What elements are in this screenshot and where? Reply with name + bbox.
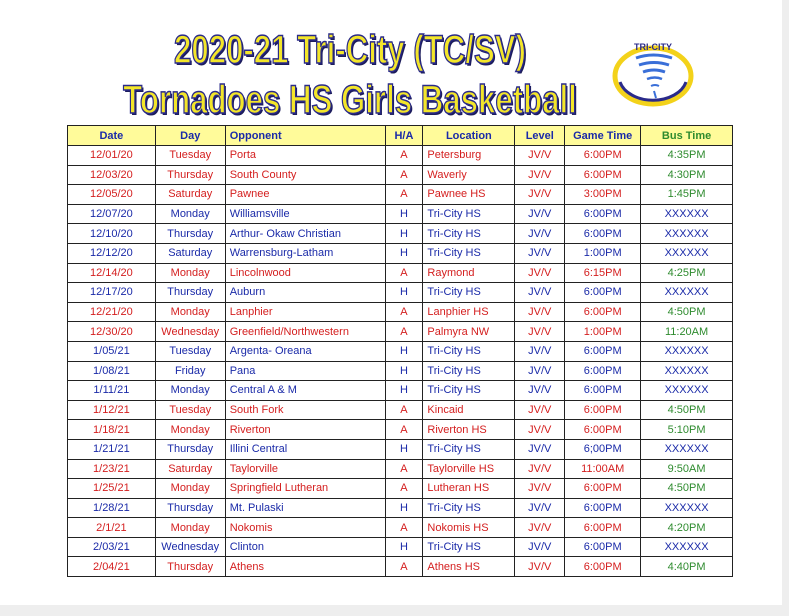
cell-location: Nokomis HS xyxy=(423,518,515,538)
column-header: H/A xyxy=(385,126,423,146)
cell-date: 1/11/21 xyxy=(68,381,156,401)
cell-location: Lutheran HS xyxy=(423,479,515,499)
cell-day: Thursday xyxy=(155,165,225,185)
cell-location: Palmyra NW xyxy=(423,322,515,342)
column-header: Bus Time xyxy=(641,126,733,146)
cell-game-time: 6:00PM xyxy=(565,341,641,361)
logo-text: TRI-CITY xyxy=(634,42,672,52)
cell-bus-time: XXXXXX xyxy=(641,381,733,401)
cell-ha: A xyxy=(385,459,423,479)
table-row xyxy=(68,420,733,440)
tornado-logo-icon xyxy=(612,36,694,108)
cell-opponent: Taylorville xyxy=(225,459,385,479)
cell-location: Lanphier HS xyxy=(423,302,515,322)
cell-bus-time: XXXXXX xyxy=(641,361,733,381)
cell-bus-time: XXXXXX xyxy=(641,243,733,263)
cell-date: 2/03/21 xyxy=(68,537,156,557)
cell-opponent: Lanphier xyxy=(225,302,385,322)
cell-level: JV/V xyxy=(515,518,565,538)
cell-location: Tri-City HS xyxy=(423,361,515,381)
cell-level: JV/V xyxy=(515,224,565,244)
column-header: Location xyxy=(423,126,515,146)
cell-opponent: Nokomis xyxy=(225,518,385,538)
cell-level: JV/V xyxy=(515,341,565,361)
cell-day: Thursday xyxy=(155,439,225,459)
cell-ha: A xyxy=(385,146,423,166)
cell-game-time: 6:00PM xyxy=(565,302,641,322)
cell-day: Monday xyxy=(155,263,225,283)
cell-location: Tri-City HS xyxy=(423,341,515,361)
cell-location: Riverton HS xyxy=(423,420,515,440)
cell-ha: H xyxy=(385,537,423,557)
cell-bus-time: 4:50PM xyxy=(641,302,733,322)
cell-opponent: Illini Central xyxy=(225,439,385,459)
cell-location: Tri-City HS xyxy=(423,204,515,224)
cell-level: JV/V xyxy=(515,420,565,440)
cell-opponent: South County xyxy=(225,165,385,185)
table-row xyxy=(68,243,733,263)
cell-day: Wednesday xyxy=(155,322,225,342)
cell-date: 2/04/21 xyxy=(68,557,156,577)
cell-game-time: 6:00PM xyxy=(565,557,641,577)
cell-opponent: Greenfield/Northwestern xyxy=(225,322,385,342)
cell-location: Tri-City HS xyxy=(423,381,515,401)
table-row xyxy=(68,479,733,499)
cell-game-time: 6:00PM xyxy=(565,283,641,303)
cell-opponent: Springfield Lutheran xyxy=(225,479,385,499)
table-header-row xyxy=(68,126,733,146)
cell-opponent: Porta xyxy=(225,146,385,166)
table-row xyxy=(68,224,733,244)
table-row xyxy=(68,518,733,538)
cell-date: 12/12/20 xyxy=(68,243,156,263)
cell-level: JV/V xyxy=(515,263,565,283)
cell-bus-time: XXXXXX xyxy=(641,498,733,518)
cell-day: Thursday xyxy=(155,224,225,244)
cell-level: JV/V xyxy=(515,361,565,381)
cell-ha: A xyxy=(385,557,423,577)
column-header: Opponent xyxy=(225,126,385,146)
cell-day: Saturday xyxy=(155,243,225,263)
cell-level: JV/V xyxy=(515,165,565,185)
cell-bus-time: XXXXXX xyxy=(641,341,733,361)
cell-ha: H xyxy=(385,381,423,401)
table-row xyxy=(68,302,733,322)
table-row xyxy=(68,498,733,518)
table-row xyxy=(68,322,733,342)
cell-bus-time: 5:10PM xyxy=(641,420,733,440)
cell-date: 12/05/20 xyxy=(68,185,156,205)
cell-ha: A xyxy=(385,400,423,420)
cell-day: Monday xyxy=(155,518,225,538)
cell-ha: A xyxy=(385,420,423,440)
cell-opponent: Auburn xyxy=(225,283,385,303)
cell-day: Wednesday xyxy=(155,537,225,557)
cell-date: 12/01/20 xyxy=(68,146,156,166)
cell-location: Tri-City HS xyxy=(423,439,515,459)
cell-day: Monday xyxy=(155,302,225,322)
cell-ha: A xyxy=(385,185,423,205)
cell-level: JV/V xyxy=(515,204,565,224)
cell-level: JV/V xyxy=(515,302,565,322)
cell-date: 12/30/20 xyxy=(68,322,156,342)
table-row xyxy=(68,459,733,479)
cell-game-time: 6:00PM xyxy=(565,537,641,557)
cell-level: JV/V xyxy=(515,537,565,557)
cell-date: 1/05/21 xyxy=(68,341,156,361)
cell-level: JV/V xyxy=(515,498,565,518)
cell-ha: A xyxy=(385,165,423,185)
cell-date: 1/28/21 xyxy=(68,498,156,518)
cell-game-time: 6:00PM xyxy=(565,400,641,420)
cell-game-time: 6:00PM xyxy=(565,361,641,381)
column-header: Game Time xyxy=(565,126,641,146)
cell-day: Friday xyxy=(155,361,225,381)
cell-ha: H xyxy=(385,243,423,263)
cell-opponent: Athens xyxy=(225,557,385,577)
cell-opponent: Pawnee xyxy=(225,185,385,205)
cell-level: JV/V xyxy=(515,322,565,342)
cell-level: JV/V xyxy=(515,283,565,303)
table-row xyxy=(68,537,733,557)
cell-bus-time: 4:50PM xyxy=(641,479,733,499)
cell-game-time: 6:00PM xyxy=(565,381,641,401)
cell-bus-time: XXXXXX xyxy=(641,224,733,244)
cell-opponent: Mt. Pulaski xyxy=(225,498,385,518)
cell-game-time: 6:00PM xyxy=(565,224,641,244)
cell-opponent: Lincolnwood xyxy=(225,263,385,283)
cell-game-time: 6:00PM xyxy=(565,518,641,538)
cell-date: 12/03/20 xyxy=(68,165,156,185)
cell-location: Tri-City HS xyxy=(423,243,515,263)
cell-opponent: Arthur- Okaw Christian xyxy=(225,224,385,244)
cell-day: Tuesday xyxy=(155,400,225,420)
cell-day: Tuesday xyxy=(155,341,225,361)
table-row xyxy=(68,557,733,577)
cell-level: JV/V xyxy=(515,243,565,263)
cell-day: Thursday xyxy=(155,283,225,303)
cell-day: Thursday xyxy=(155,557,225,577)
cell-ha: A xyxy=(385,479,423,499)
cell-level: JV/V xyxy=(515,185,565,205)
cell-date: 1/23/21 xyxy=(68,459,156,479)
cell-game-time: 6:00PM xyxy=(565,146,641,166)
cell-ha: H xyxy=(385,224,423,244)
cell-ha: H xyxy=(385,361,423,381)
schedule-body xyxy=(68,146,733,577)
cell-bus-time: XXXXXX xyxy=(641,439,733,459)
cell-game-time: 3:00PM xyxy=(565,185,641,205)
table-row xyxy=(68,165,733,185)
column-header: Date xyxy=(68,126,156,146)
table-row xyxy=(68,381,733,401)
cell-day: Monday xyxy=(155,479,225,499)
cell-date: 12/07/20 xyxy=(68,204,156,224)
cell-day: Monday xyxy=(155,420,225,440)
table-row xyxy=(68,185,733,205)
cell-ha: A xyxy=(385,518,423,538)
cell-opponent: Warrensburg-Latham xyxy=(225,243,385,263)
cell-level: JV/V xyxy=(515,557,565,577)
cell-opponent: Williamsville xyxy=(225,204,385,224)
column-header: Level xyxy=(515,126,565,146)
cell-date: 12/17/20 xyxy=(68,283,156,303)
cell-location: Athens HS xyxy=(423,557,515,577)
cell-game-time: 6;00PM xyxy=(565,439,641,459)
cell-ha: H xyxy=(385,498,423,518)
cell-ha: A xyxy=(385,263,423,283)
cell-game-time: 1:00PM xyxy=(565,322,641,342)
cell-game-time: 6:00PM xyxy=(565,204,641,224)
title-line-1: 2020-21 Tri-City (TC/SV) xyxy=(174,28,526,72)
cell-bus-time: 4:40PM xyxy=(641,557,733,577)
table-row xyxy=(68,439,733,459)
cell-game-time: 11:00AM xyxy=(565,459,641,479)
cell-ha: H xyxy=(385,204,423,224)
cell-bus-time: 4:50PM xyxy=(641,400,733,420)
cell-level: JV/V xyxy=(515,400,565,420)
table-row xyxy=(68,263,733,283)
cell-level: JV/V xyxy=(515,146,565,166)
cell-bus-time: XXXXXX xyxy=(641,283,733,303)
cell-bus-time: 4:20PM xyxy=(641,518,733,538)
cell-day: Tuesday xyxy=(155,146,225,166)
cell-location: Pawnee HS xyxy=(423,185,515,205)
cell-day: Monday xyxy=(155,381,225,401)
table-row xyxy=(68,341,733,361)
cell-opponent: Argenta- Oreana xyxy=(225,341,385,361)
cell-level: JV/V xyxy=(515,459,565,479)
cell-ha: H xyxy=(385,341,423,361)
table-row xyxy=(68,361,733,381)
cell-date: 1/08/21 xyxy=(68,361,156,381)
table-row xyxy=(68,283,733,303)
schedule-table xyxy=(67,125,733,577)
cell-bus-time: 1:45PM xyxy=(641,185,733,205)
cell-opponent: Riverton xyxy=(225,420,385,440)
cell-location: Petersburg xyxy=(423,146,515,166)
cell-bus-time: XXXXXX xyxy=(641,204,733,224)
title-line-2: Tornadoes HS Girls Basketball xyxy=(123,78,577,122)
cell-location: Kincaid xyxy=(423,400,515,420)
cell-date: 12/21/20 xyxy=(68,302,156,322)
cell-opponent: Clinton xyxy=(225,537,385,557)
cell-date: 2/1/21 xyxy=(68,518,156,538)
cell-game-time: 6:00PM xyxy=(565,479,641,499)
cell-date: 12/14/20 xyxy=(68,263,156,283)
cell-date: 12/10/20 xyxy=(68,224,156,244)
column-header: Day xyxy=(155,126,225,146)
cell-date: 1/18/21 xyxy=(68,420,156,440)
cell-bus-time: 4:25PM xyxy=(641,263,733,283)
cell-day: Saturday xyxy=(155,185,225,205)
cell-ha: H xyxy=(385,439,423,459)
cell-level: JV/V xyxy=(515,439,565,459)
cell-opponent: South Fork xyxy=(225,400,385,420)
cell-game-time: 6:00PM xyxy=(565,165,641,185)
cell-bus-time: XXXXXX xyxy=(641,537,733,557)
cell-day: Monday xyxy=(155,204,225,224)
cell-location: Tri-City HS xyxy=(423,283,515,303)
cell-date: 1/12/21 xyxy=(68,400,156,420)
cell-day: Thursday xyxy=(155,498,225,518)
cell-location: Tri-City HS xyxy=(423,224,515,244)
cell-location: Waverly xyxy=(423,165,515,185)
table-row xyxy=(68,204,733,224)
cell-level: JV/V xyxy=(515,381,565,401)
cell-location: Tri-City HS xyxy=(423,537,515,557)
table-row xyxy=(68,400,733,420)
cell-bus-time: 4:30PM xyxy=(641,165,733,185)
cell-game-time: 6:15PM xyxy=(565,263,641,283)
cell-date: 1/21/21 xyxy=(68,439,156,459)
cell-game-time: 6:00PM xyxy=(565,498,641,518)
cell-game-time: 1:00PM xyxy=(565,243,641,263)
cell-bus-time: 9:50AM xyxy=(641,459,733,479)
cell-opponent: Pana xyxy=(225,361,385,381)
cell-location: Taylorville HS xyxy=(423,459,515,479)
cell-ha: A xyxy=(385,322,423,342)
cell-location: Tri-City HS xyxy=(423,498,515,518)
table-row xyxy=(68,146,733,166)
cell-location: Raymond xyxy=(423,263,515,283)
cell-opponent: Central A & M xyxy=(225,381,385,401)
cell-level: JV/V xyxy=(515,479,565,499)
cell-date: 1/25/21 xyxy=(68,479,156,499)
cell-bus-time: 4:35PM xyxy=(641,146,733,166)
cell-game-time: 6:00PM xyxy=(565,420,641,440)
cell-ha: H xyxy=(385,283,423,303)
cell-ha: A xyxy=(385,302,423,322)
cell-bus-time: 11:20AM xyxy=(641,322,733,342)
cell-day: Saturday xyxy=(155,459,225,479)
